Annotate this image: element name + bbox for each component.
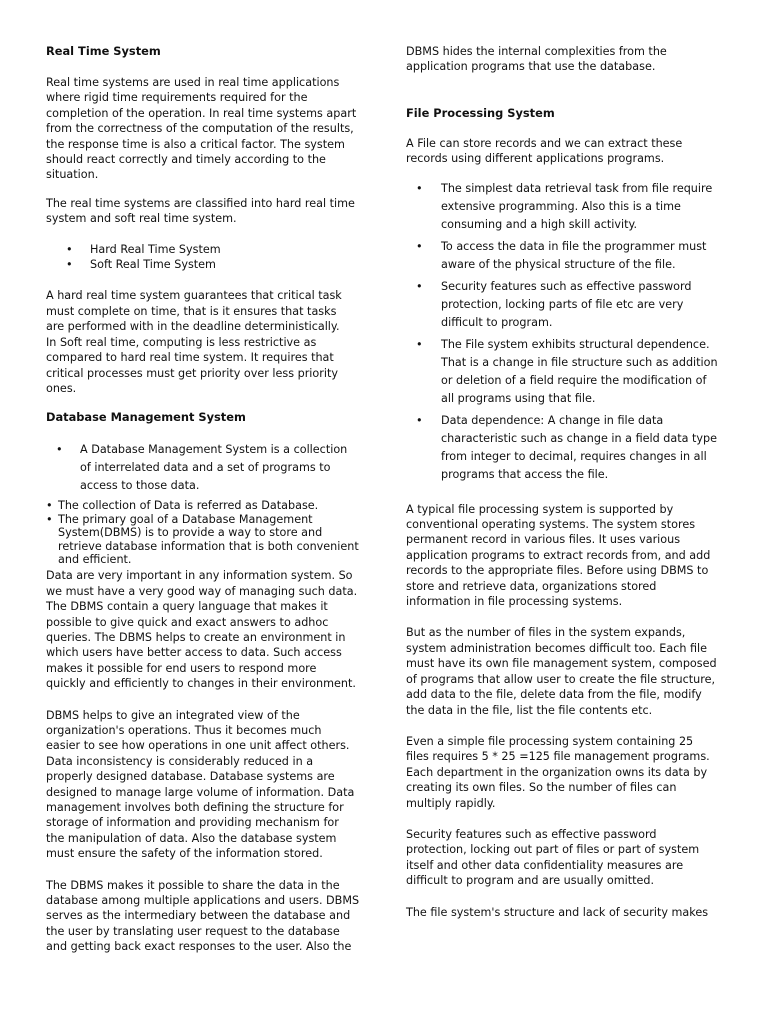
heading-file-processing-system: File Processing System	[406, 105, 555, 120]
list-item	[56, 441, 366, 495]
paragraph: The DBMS makes it possible to share the data in the database among multiple applications and users. DBMS serves as the intermediary between the database and the user by translating user request to the database and getting back exact responses to the user. Also the	[46, 878, 360, 954]
list-item-text: Security features such as effective password protection, locking parts of file etc are very difficult to program.	[441, 279, 692, 329]
list-item-text: A Database Management System is a collection of interrelated data and a set of programs to access to those data.	[80, 443, 348, 493]
bullet-icon: •	[416, 413, 423, 427]
list-item	[46, 513, 366, 567]
paragraph: Data are very important in any information system. So we must have a very good way of managing such data. The DBMS contain a query language that makes it possible to give quick and exact answers to adhoc queries. The DBMS helps to create an environment in which users have better access to data. Such access makes it possible for end users to respond more quickly and efficiently to changes in their environment.	[46, 569, 358, 691]
list-item-text: The File system exhibits structural dependence. That is a change in file structure such as addition or deletion of a field require the modification of all programs using that file.	[441, 337, 718, 405]
list-item-text: Hard Real Time System	[90, 242, 221, 256]
list-item	[46, 499, 366, 512]
paragraph: Security features such as effective password protection, locking out part of files or part of system itself and other data confidentiality measures are difficult to program and are usually omitted.	[406, 827, 700, 888]
paragraph: DBMS helps to give an integrated view of the organization's operations. Thus it becomes much easier to see how operations in one unit affect others. Data inconsistency is considerably reduced in a properly designed database. Database systems are designed to manage large volume of information. Data management involves both defining the structure for storage of information and providing mechanism for the manipulation of data. Also the database system must ensure the safety of the information stored.	[46, 708, 355, 861]
compact-bullet-list	[46, 499, 366, 566]
list-item-text: The collection of Data is referred as Database.	[58, 499, 319, 513]
bullet-icon: •	[66, 242, 73, 256]
list-item	[416, 238, 726, 274]
list-item-text: To access the data in file the programmer must aware of the physical structure of the file.	[441, 239, 707, 271]
list-item	[416, 278, 726, 332]
bullet-list	[46, 441, 366, 495]
paragraph: DBMS hides the internal complexities from the application programs that use the database.	[406, 45, 667, 74]
bullet-icon: •	[416, 337, 423, 351]
list-item	[416, 412, 726, 484]
list-item-text: Data dependence: A change in file data characteristic such as change in a field data type from integer to decimal, requires changes in all programs that access the file.	[441, 413, 718, 481]
paragraph: A hard real time system guarantees that critical task must complete on time, that is it ensures that tasks are performed with in the deadline deterministically. In Soft real time, computing is less restrictive as compared to hard real time system. It requires that critical processes must get priority over less priority ones.	[46, 289, 342, 395]
list-item	[416, 180, 726, 234]
list-item	[66, 257, 366, 272]
bullet-icon: •	[416, 239, 423, 253]
right-column	[406, 0, 726, 920]
bullet-icon: •	[416, 181, 423, 195]
bullet-list	[46, 242, 366, 273]
bullet-icon: •	[46, 499, 53, 513]
paragraph: But as the number of files in the system expands, system administration becomes difficult too. Each file must have its own file management system, composed of programs that allow user to create the file structure, add data to the file, delete data from the file, modify the data in the file, list the file contents etc.	[406, 626, 717, 717]
bullet-icon: •	[56, 443, 63, 457]
list-item	[416, 336, 726, 408]
paragraph: The file system's structure and lack of security makes	[406, 905, 709, 919]
paragraph: A File can store records and we can extract these records using different applications programs.	[406, 136, 683, 166]
paragraph: Even a simple file processing system containing 25 files requires 5 * 25 =125 file management programs. Each department in the organization owns its data by creating its own files. So the number of files can multiply rapidly.	[406, 734, 710, 810]
list-item-text: The primary goal of a Database Management System(DBMS) is to provide a way to store and retrieve database information that is both convenient and efficient.	[58, 512, 359, 566]
bullet-icon: •	[416, 279, 423, 293]
paragraph: A typical file processing system is supported by conventional operating systems. The system stores permanent record in various files. It uses various application programs to extract records from, and add records to the appropriate files. Before using DBMS to store and retrieve data, organizations stored information in file processing systems.	[406, 502, 711, 609]
bullet-list	[406, 180, 726, 484]
list-item-text: Soft Real Time System	[90, 258, 216, 272]
heading-real-time-system: Real Time System	[46, 44, 161, 58]
left-column	[46, 0, 366, 955]
list-item	[66, 242, 366, 257]
list-item-text: The simplest data retrieval task from file require extensive programming. Also this is a time consuming and a high skill activity.	[441, 181, 713, 231]
heading-dbms: Database Management System	[46, 410, 246, 425]
bullet-icon: •	[46, 512, 53, 526]
bullet-icon: •	[66, 258, 73, 272]
paragraph: Real time systems are used in real time applications where rigid time requirements required for the completion of the operation. In real time systems apart from the correctness of the computation of the results, the response time is also a critical factor. The system should react correctly and timely according to the situation.	[46, 76, 357, 182]
paragraph: The real time systems are classified into hard real time system and soft real time system.	[46, 196, 355, 226]
